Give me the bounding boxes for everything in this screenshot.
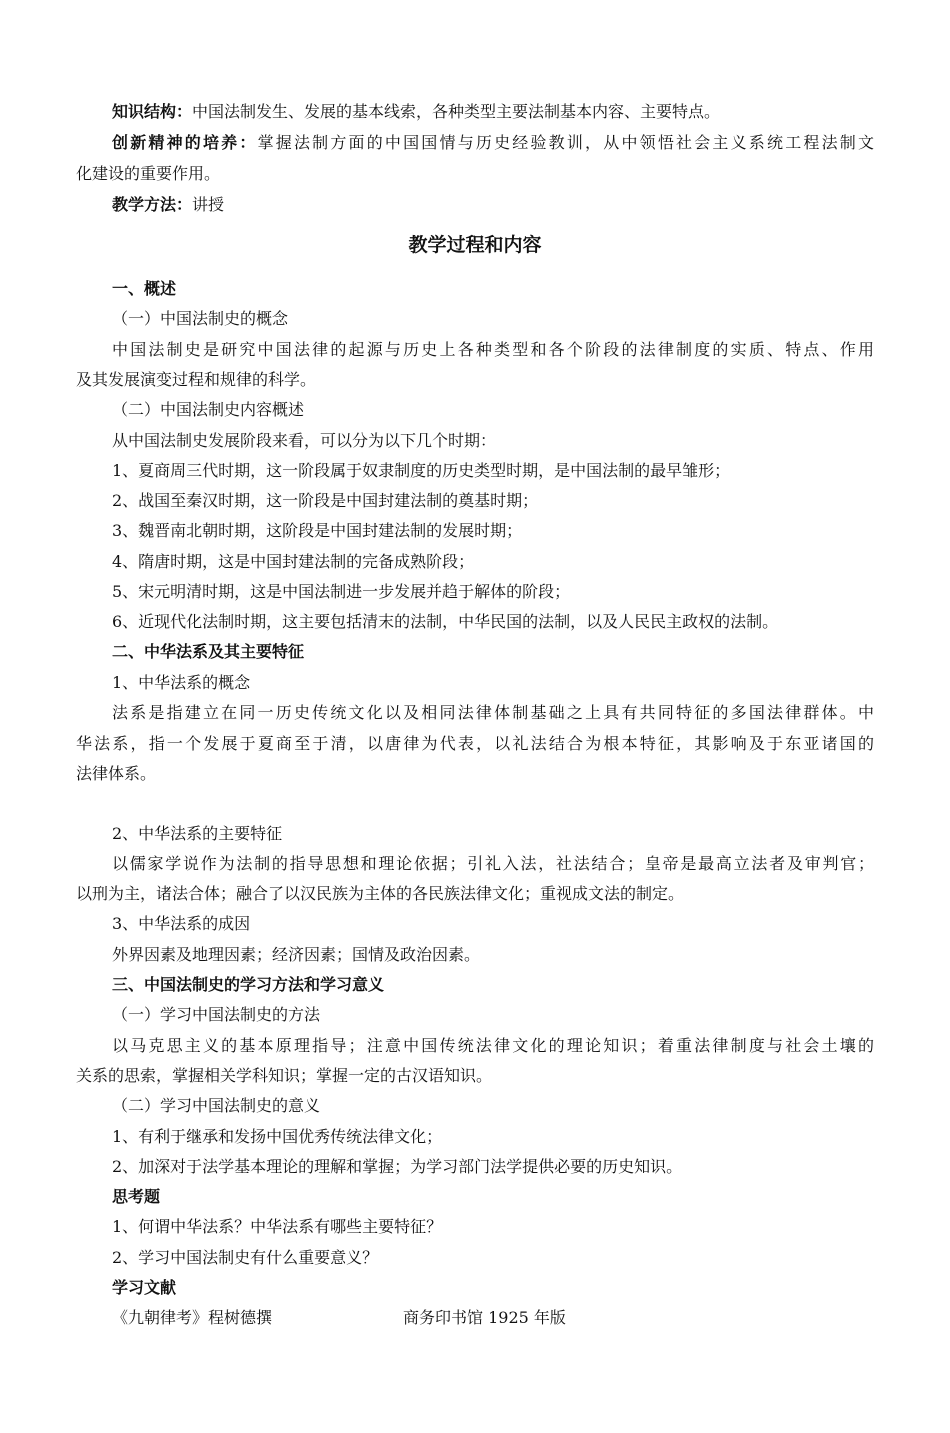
section-3-para-1-line-2: 关系的思索，掌握相关学科知识；掌握一定的古汉语知识。 [76,1066,493,1085]
list-item: 3、魏晋南北朝时期，这阶段是中国封建法制的发展时期； [112,521,523,540]
list-item: 2、加深对于法学基本理论的理解和掌握；为学习部门法学提供必要的历史知识。 [112,1157,683,1176]
innovation-line-1 [112,132,874,154]
literature-heading: 学习文献 [112,1278,177,1297]
list-item: 6、近现代化法制时期，这主要包括清末的法制，中华民国的法制，以及人民民主政权的法制。 [112,612,779,631]
knowledge-structure-label: 知识结构： [112,102,193,121]
section-1-sub-1: （一）中国法制史的概念 [112,309,289,328]
section-title: 教学过程和内容 [408,234,542,256]
section-2-sub-1: 1、中华法系的概念 [112,673,251,692]
innovation-text-1: 掌握法制方面的中国国情与历史经验教训，从中领悟社会主义系统工程法制文 [257,133,874,152]
teaching-method-label: 教学方法： [112,195,193,214]
question-item: 2、学习中国法制史有什么重要意义？ [112,1248,379,1267]
section-2-para-1-line-1: 法系是指建立在同一历史传统文化以及相同法律体制基础之上具有共同特征的多国法律群体。中 [112,703,874,722]
literature-book: 《九朝律考》程树德撰 [112,1308,273,1327]
section-2-para-2-line-1: 以儒家学说作为法制的指导思想和理论依据；引礼入法，社法结合；皇帝是最高立法者及审判官； [112,854,874,873]
section-1-para-1-line-1: 中国法制史是研究中国法律的起源与历史上各种类型和各个阶段的法律制度的实质、特点、作用 [112,340,874,359]
literature-publisher: 商务印书馆 1925 年版 [403,1308,566,1327]
section-2-sub-3: 3、中华法系的成因 [112,914,251,933]
list-item: 5、宋元明清时期，这是中国法制进一步发展并趋于解体的阶段； [112,582,571,601]
section-2-para-1-line-3: 法律体系。 [76,764,157,783]
section-3-sub-2: （二）学习中国法制史的意义 [112,1096,321,1115]
section-2-para-2-line-2: 以刑为主，诸法合体；融合了以汉民族为主体的各民族法律文化；重视成文法的制定。 [76,884,685,903]
list-item: 1、夏商周三代时期，这一阶段属于奴隶制度的历史类型时期，是中国法制的最早雏形； [112,461,731,480]
knowledge-structure-text: 中国法制发生、发展的基本线索，各种类型主要法制基本内容、主要特点。 [192,102,721,121]
list-item: 2、战国至秦汉时期，这一阶段是中国封建法制的奠基时期； [112,491,539,510]
teaching-method-text: 讲授 [192,195,225,214]
innovation-line-2: 化建设的重要作用。 [76,164,221,183]
section-3-para-1-line-1: 以马克思主义的基本原理指导；注意中国传统法律文化的理论知识；着重法律制度与社会土壤的 [112,1036,874,1055]
section-2-heading: 二、中华法系及其主要特征 [112,642,305,661]
section-3-sub-1: （一）学习中国法制史的方法 [112,1005,321,1024]
question-item: 1、何谓中华法系？中华法系有哪些主要特征？ [112,1217,443,1236]
teaching-method-line [112,194,224,216]
list-item: 1、有利于继承和发扬中国优秀传统法律文化； [112,1127,443,1146]
questions-heading: 思考题 [112,1187,161,1206]
innovation-label: 创新精神的培养： [112,133,258,152]
section-2-para-3: 外界因素及地理因素；经济因素；国情及政治因素。 [112,945,481,964]
section-2-sub-2: 2、中华法系的主要特征 [112,824,283,843]
section-2-para-1-line-2: 华法系，指一个发展于夏商至于清，以唐律为代表，以礼法结合为根本特征，其影响及于东亚诸国的 [76,734,874,753]
list-item: 4、隋唐时期，这是中国封建法制的完备成熟阶段； [112,552,475,571]
knowledge-structure-line [112,101,720,123]
section-1-para-1-line-2: 及其发展演变过程和规律的科学。 [76,370,317,389]
section-3-heading: 三、中国法制史的学习方法和学习意义 [112,975,385,994]
section-1-sub-2: （二）中国法制史内容概述 [112,400,305,419]
section-1-heading: 一、概述 [112,279,177,298]
section-1-para-2: 从中国法制史发展阶段来看，可以分为以下几个时期： [112,431,497,450]
